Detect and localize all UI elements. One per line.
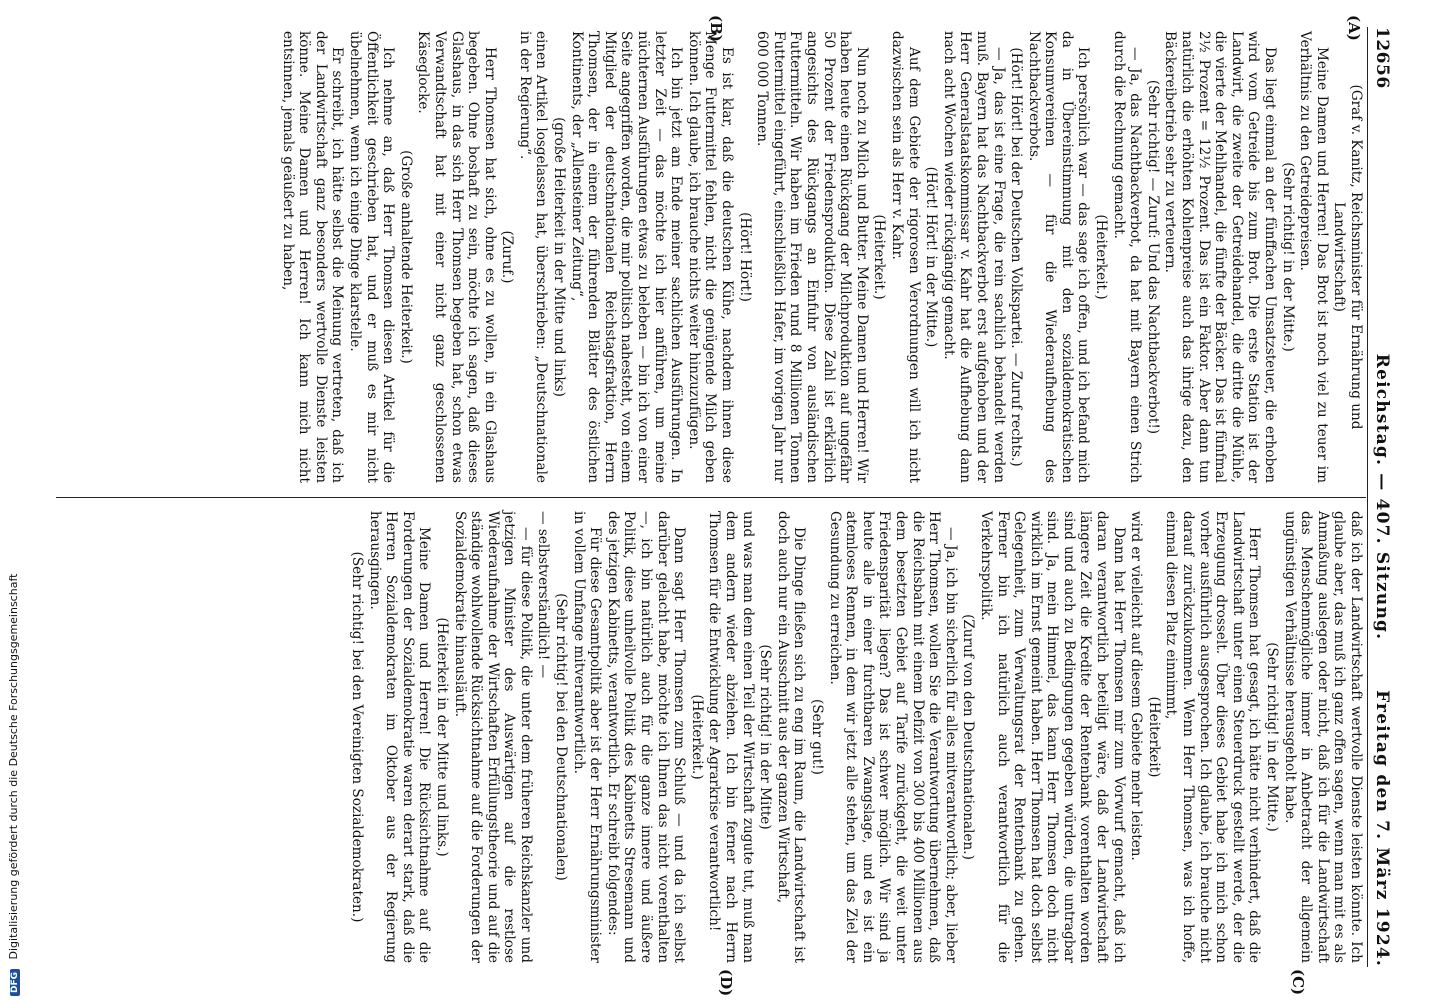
speaker-line: (Graf v. Kanitz, Reichsminister für Ernährung und Landwirtschaft) — [1331, 84, 1364, 430]
paragraph: daß ich der Landwirtschaft wertvolle Dienste leisten könnte. Ich glaube aber, das muß ich ganz offen sagen, wenn man mit es als Anmaßung auslegen oder nicht, daß ich für die Landwirtschaft das Menschenmögliche immer in Anbetracht der allgemein ungünstigen Verhältnisse herausgeholt habe. — [1281, 511, 1364, 963]
paragraph: Herr Thomsen hat gesagt, ich hätte nicht verhindert, daß die Landwirtschaft unter einen Steuerdruck gestellt werde, der die Erzeugung drosselt. Über dieses Gebiet habe ich mich schon vorher ausführlich ausgesprochen. Ich glaube, ich brauche nicht darauf zurückzukommen. Wenn Herr Thomsen, was ich hoffe, einmal diesen Platz einnimmt, — [1163, 511, 1263, 963]
interjection: (Sehr richtig! bei den Vereinigten Sozialdemokraten.) — [348, 551, 365, 923]
interjection: (Hört! Hört!) — [736, 212, 753, 302]
page-header — [1366, 27, 1396, 967]
paragraph: Ich persönlich war — das sage ich offen, und ich befand mich da in Übereinstimmung mit den sozialdemokratischen Konsumvereinen — für die Wiederaufhebung des Nachtbackverbots. — [1025, 31, 1092, 483]
interjection: (Sehr richtig! in der Mitte.) — [1264, 642, 1281, 832]
page-number: 12656 — [1372, 27, 1392, 89]
margin-marker-a: (A) — [1345, 15, 1363, 41]
paragraph: wird er vielleicht auf diesem Gebiete mehr leisten. — [1128, 511, 1145, 861]
paragraph: Es ist klar, daß die deutschen Kühe, nachdem ihnen diese Menge Futtermittel fehlen, nicht die genügende Milch geben können. Ich glaube, ich brauche nichts weiter hinzuzufügen. — [685, 31, 736, 483]
interjection: (Große anhaltende Heiterkeit.) — [397, 150, 414, 364]
quotation: Für diese Gesamtpolitik aber ist der Herr Ernährungsminister in vollem Umfange mitverantwortlich. — [570, 511, 604, 963]
paragraph: Auf dem Gebiete der rigorosen Verordnungen will ich nicht dazwischen sein als Herr v. Kahr. — [888, 31, 922, 483]
interjection: (Sehr richtig! bei den Deutschnationalen) — [553, 593, 570, 881]
interjection: (Heiterkeit.) — [1093, 214, 1110, 300]
interjection: (Zuruf von den Deutschnationalen.) — [960, 614, 977, 860]
paragraph: Meine Damen und Herren! Das Brot ist noch viel zu teuer im Verhältnis zu den Getreidepreisen. — [1297, 31, 1330, 483]
paragraph: Die Dinge fließen sich zu eng im Raum, die Landwirtschaft ist doch auch nur ein Ausschnitt aus der ganzen Wirtschaft, — [774, 511, 808, 963]
scanned-page — [9, 5, 1404, 997]
interjection: (Sehr richtig! in der Mitte) — [757, 644, 774, 830]
dfg-logo: DFG — [10, 969, 20, 996]
interjection: (Hört! Hört! bei der Deutschen Volkspartei. — Zuruf rechts.) — [1008, 47, 1025, 467]
paragraph: Dann hat Herr Thomsen mir zum Vorwurf gemacht, daß ich daran verantwortlich beteiligt wäre, daß der Landwirtschaft längere Zeit die Kredite der Rentenbank vorenthalten worden sind und auch zu Bedingungen gegeben würden, die untragbar sind. Ja, mein Himmel, das kann Herr Thomsen doch nicht wirklich im Ernst gemeint haben. Herr Thomsen hat doch selbst Gelegenheit, zum Verwaltungsrat der Rentenbank zu gehen. Ferner bin ich natürlich auch verantwortlich für die Verkehrspolitik. — [977, 511, 1127, 963]
column-divider — [56, 497, 1366, 498]
paragraph: Meine Damen und Herren! Die Rücksichtnahme auf die Forderungen der Sozialdemokratie waren derart stark, daß die Herren Sozialdemokraten im Oktober aus der Regierung herausgingen. — [366, 511, 433, 963]
paragraph: — Ja, das ist eine Frage, die rein sachlich behandelt werden muß. Bayern hat das Nachtbackverbot erst aufgehoben und der Herr Generalstaatskommissar v. Kahr hat die Aufhebung dann nach acht Wochen wieder rückgängig gemacht. — [940, 31, 1007, 483]
interjection: (Sehr gut!) — [809, 699, 825, 775]
paragraph: Dann sagt Herr Thomsen zum Schluß — und da ich selbst darüber gelacht habe, möchte ich Ihnen das nicht vorenthalten —, ich bin natürlich auch für die ganze innere und äußere Politik, diese unheilvolle Politik des Kabinetts Stresemann und des jetzigen Kabinetts, verantwortlich. Er schreibt folgendes: — [604, 511, 688, 963]
interjection: (Heiterkeit) — [1145, 696, 1162, 778]
paragraph: Nun noch zu Milch und Butter. Meine Damen und Herren! Wir haben heute einen Rückgang der Milchproduktion auf ungefähr 50 Prozent der Friedensproduktion. Diese Zahl ist erklärlich angesichts des Rückgangs an Einfuhr von ausländischen Futtermitteln. Wir haben im Frieden rund 8 Millionen Tonnen Futtermittel eingeführt, einschließlich Hafer, im vorigen Jahr nur 600 000 Tonnen. — [754, 31, 870, 483]
right-column — [347, 511, 1364, 997]
interjection: (Sehr richtig! — Zuruf: Und das Nachtbackverbot!) — [1144, 79, 1161, 435]
paragraph: Ich nehme an, daß Herr Thomsen diesen Artikel für die Öffentlichkeit geschrieben hat, und er muß es mir nicht übelnehmen, wenn ich einige Dinge klarstelle. — [346, 31, 397, 483]
session-date: Freitag den 7. März 1924. — [1372, 690, 1392, 967]
digitization-credit — [7, 6, 23, 996]
interjection: (Heiterkeit in der Mitte und links.) — [433, 617, 450, 857]
paragraph: und was man dem einen Teil der Wirtschaft zugute tut, muß man dem andern wieder abziehen. Ich bin ferner nach Herrn Thomsen für die Entwicklung der Agrarkrise verantwortlich! — [706, 511, 756, 963]
margin-marker-b: (B) — [707, 15, 725, 42]
paragraph: — Ja, das Nachtbackverbot, da hat mit Bayern einen Strich durch die Rechnung gemacht. — [1110, 31, 1144, 483]
paragraph: — Ja, ich bin sicherlich für alles mitverantwortlich; aber, lieber Herr Thomsen, wollen Sie die Verantwortung übernehmen, daß die Reichsbahn mit einem Defizit von 300 bis 400 Millionen aus dem besetzten Gebiet auf Tarife zurückgeht, die weit unter Friedensparität liegen? Das ist schwer möglich. Wir sind ja heute alle in einer furchtbaren Zwangslage, und es ist ein atemloses Rennen, in dem wir jetzt alle stehen, um das Ziel der Gesundung zu erreichen. — [826, 511, 959, 963]
paragraph: Herr Thomsen hat sich, ohne es zu wollen, in ein Glashaus begeben. Ohne boshaft zu sein, möchte ich sagen, daß dieses Glashaus, in das sich Herr Thomsen begeben hat, schon etwas Verwandtschaft hat mit einer nicht ganz geschlossenen Käseglocke. — [415, 31, 498, 483]
paragraph: Ich bin jetzt am Ende meiner sachlichen Ausführungen. In letzter Zeit — das möchte ich hier anführen, um meine nüchternen Ausführungen etwas zu beleben — bin ich von einer Seite angegriffen worden, die mir politisch nahesteht, von einem Mitglied der deutschnationalen Reichstagsfraktion, Herrn Thomsen, der in einem der führenden Blätter des östlichen Kontinents, der „Allensteiner Zeitung“, — [568, 31, 685, 483]
interjection: (Sehr richtig! in der Mitte.) — [1279, 162, 1296, 352]
header-rule — [1367, 27, 1368, 967]
left-column — [278, 15, 1364, 483]
page-title: Reichstag. — 407. Sitzung. — [1372, 353, 1392, 641]
interjection: (Hört! Hört! in der Mitte.) — [923, 166, 940, 348]
interjection: (große Heiterkeit in der Mitte und links) — [551, 117, 568, 397]
interjection: — selbstverständlich! — — [535, 511, 552, 679]
paragraph: Das liegt einmal an der fünffachen Umsatzsteuer, die erhoben wird vom Getreide bis zum Brot. Die erste Station ist der Landwirt, die zweite der Getreidehandel, die dritte die Mühle, die vierte der Mehlhandel, die fünfte der Bäcker. Das ist fünfmal 2½ Prozent = 12½ Prozent. Das ist ein Faktor. Aber dann tun natürlich die erhöhten Kohlenpreise auch das ihrige dazu, den Bäckereibetrieb sehr zu verteuern. — [1162, 31, 1279, 483]
interjection: (Zuruf.) — [499, 230, 516, 284]
paragraph: Er schreibt, ich hätte selbst die Meinung vertreten, daß ich der Landwirtschaft ganz besonders wertvolle Dienste leisten könne. Meine Damen und Herren! Ich kann mich nicht entsinnen, jemals geäußert zu haben, — [279, 31, 346, 483]
quotation: — für diese Politik, die unter dem früheren Reichskanzler und jetzigen Minister des Auswärtigen auf die restlose Wiederaufnahme der Wirtschaften Erfüllungstheorie und auf die ständige wohlwollende Rücksichtnahme auf die Forderungen der Sozialdemokratie hinausläuft. — [451, 511, 534, 963]
margin-marker-c: (C) — [1289, 969, 1307, 996]
paragraph: einen Artikel losgelassen hat, überschrieben: „Deutschnationale in der Regierung“. — [516, 31, 550, 483]
interjection: (Heiterkeit.) — [871, 214, 888, 300]
margin-marker-d: (D) — [717, 969, 735, 997]
interjection: (Heiterkeit.) — [688, 694, 705, 780]
credit-text: Digitalisierung gefördert durch die Deutsche Forschungsgemeinschaft — [7, 573, 20, 960]
